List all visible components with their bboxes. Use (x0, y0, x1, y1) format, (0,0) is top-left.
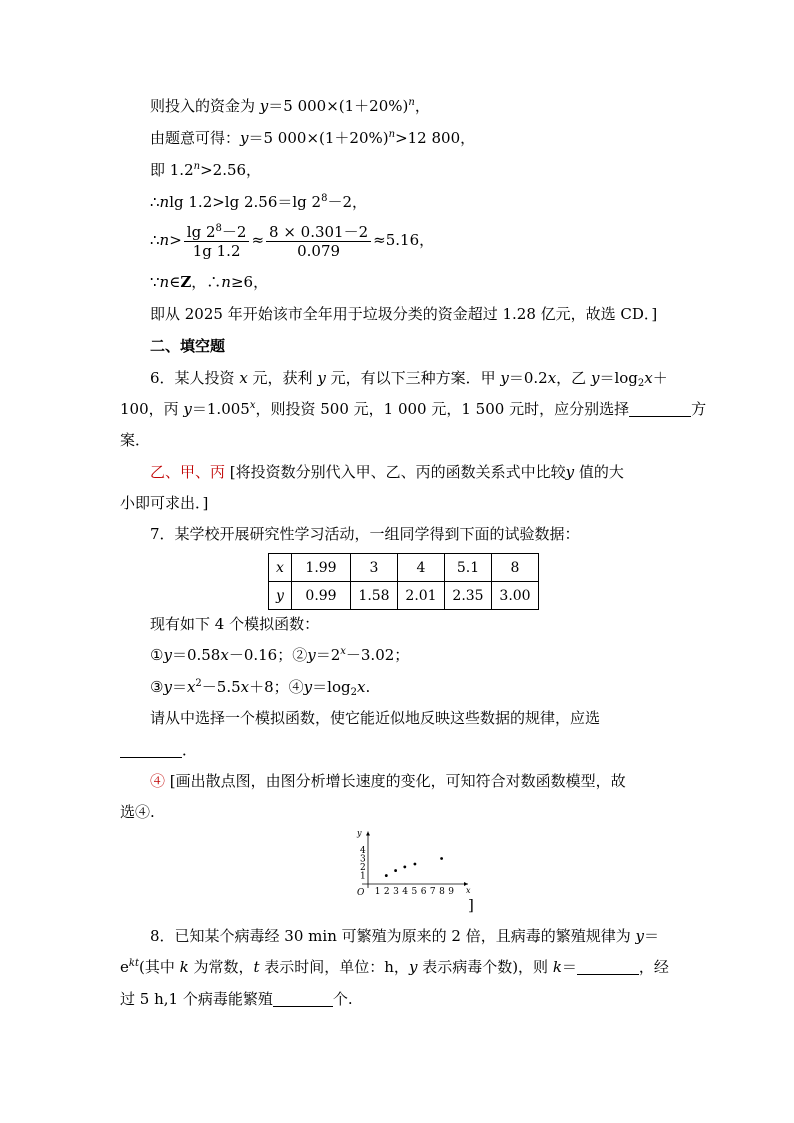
x-tick-label: 9 (448, 887, 455, 897)
solution-line-4: ∴nlg 1.2>lg 2.56＝lg $2^8-2$， (150, 193, 368, 211)
q6-answer-line: 乙、甲、丙 [将投资数分别代入甲、乙、丙的函数关系式中比较y 值的大 (150, 463, 624, 481)
answer-blank[interactable] (629, 402, 691, 417)
answer-blank[interactable] (120, 743, 182, 758)
x-tick-label: 7 (429, 887, 436, 897)
x-tick-label: 2 (383, 887, 390, 897)
answer-blank[interactable] (273, 992, 333, 1007)
fraction-1: $\frac{\lg 2^8-2}{1g 1.2}$ (184, 223, 250, 260)
x-tick-label: 5 (411, 887, 418, 897)
x-tick-label: 4 (402, 887, 409, 897)
q7-answer: ④ (150, 772, 166, 790)
y-axis-arrow (366, 832, 370, 836)
q7-bracket-close: ] (468, 896, 474, 914)
q8-line-2: $e^{kt}$(其中 k 为常数，t 表示时间，单位：h，y 表示病毒个数)，则 k＝ ，经 (120, 958, 669, 976)
q7-answer-line: ④ [画出散点图，由图分析增长速度的变化，可知符合对数函数模型，故 (150, 772, 626, 790)
x-axis-label: x (466, 886, 471, 895)
section-title: 二、填空题 (150, 337, 226, 355)
x-tick-label: 1 (374, 887, 381, 897)
data-table (268, 553, 539, 610)
q6-line-2: 100，丙 $y=1.005^x$，则投资 500 元，1 000 元，1 500 元时，应分别选择 方 (120, 400, 707, 418)
q6-answer: 乙、甲、丙 (150, 463, 226, 481)
fraction-2: $\frac{8 \times 0.301-2}{0.079}$ (266, 223, 371, 260)
solution-line-5: ∴n> $\frac{\lg 2^8-2}{1g 1.2}$ ≈ $\frac{8 \times 0.301-2}{0.079}$ ≈5.16， (150, 222, 435, 260)
solution-line-2: 由题意可得：y＝5 $000\times(1+20\%)^n>12$ 800， (150, 129, 476, 147)
q8-line-3: 过 5 h,1 个病毒能繁殖 个. (120, 990, 353, 1008)
q7-models-line-1: ①y＝0.58x－0.16；$②y=2^x-3.02$； (150, 646, 410, 664)
y-tick-label: 4 (360, 846, 366, 856)
data-point (414, 863, 417, 866)
q7-intro: 7．某学校开展研究性学习活动，一组同学得到下面的试验数据： (150, 525, 580, 543)
solution-line-1: 则投入的资金为 y＝5 $000\times(1+20\%)^n$， (150, 97, 430, 115)
q7-ask: 请从中选择一个模拟函数，使它能近似地反映这些数据的规律，应选 (150, 709, 601, 727)
origin-label: O (357, 888, 365, 898)
data-point (440, 857, 443, 860)
x-tick-label: 6 (420, 887, 427, 897)
data-point (403, 866, 406, 869)
y-tick-label: 3 (360, 854, 366, 865)
q7-models-intro: 现有如下 4 个模拟函数： (150, 615, 320, 633)
solution-line-3: 即 $1.2^n>2.56$， (150, 161, 262, 179)
y-tick-label: 2 (360, 863, 366, 873)
data-point (385, 874, 388, 877)
q6-explain-line: 小即可求出．] (120, 494, 209, 512)
solution-line-7: 即从 2025 年开始该市全年用于垃圾分类的资金超过 1.28 亿元，故选 CD．] (150, 305, 658, 323)
x-tick-label: 8 (439, 887, 445, 897)
answer-blank[interactable] (577, 960, 639, 975)
table-row: x 1.99 3 4 5.1 8 (269, 554, 539, 582)
y-axis-label: y (357, 828, 362, 838)
y-tick-label: 1 (360, 871, 366, 882)
x-tick-label: 3 (393, 887, 399, 897)
table-row: y 0.99 1.58 2.01 2.35 3.00 (269, 582, 539, 610)
q6-line-1: 6．某人投资 x 元，获利 y 元，有以下三种方案．甲 y＝0.2x，乙 $y=\log_2x+$ (150, 369, 668, 389)
q7-explain-line: 选④. (120, 803, 155, 821)
q8-line-1: 8．已知某个病毒经 30 min 可繁殖为原来的 2 倍，且病毒的繁殖规律为 y＝ (150, 927, 659, 945)
solution-line-6: ∵n∈Z，∴n≥6， (150, 273, 269, 291)
q6-line-3: 案． (120, 431, 151, 449)
data-point (394, 869, 397, 872)
q7-models-line-2: $③y=x^2-5.5x+8$；$④y=\log_2x$. (150, 678, 371, 698)
q7-ask-line-2: ． (120, 740, 676, 760)
var-y: y (259, 97, 269, 115)
scatter-plot (348, 822, 478, 904)
